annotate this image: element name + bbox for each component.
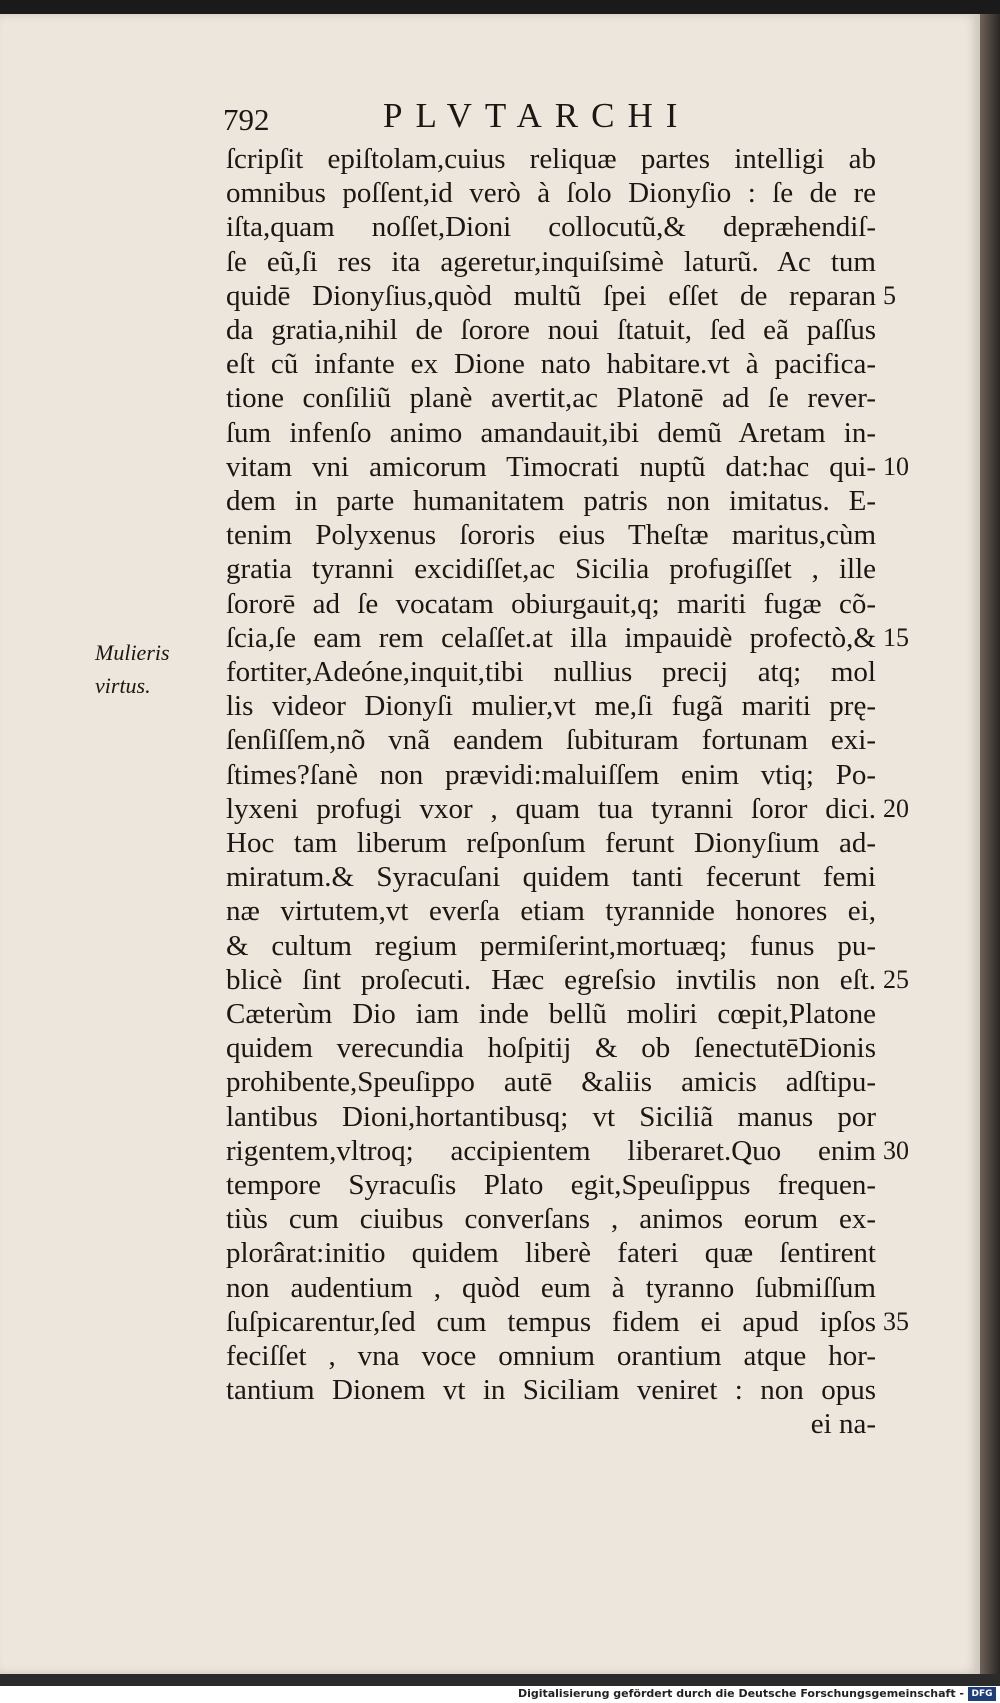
text-line: iſta,quam noſſet,Dioni collocutũ,& depræhendiſ-: [226, 211, 876, 244]
text-line: ſum infenſo animo amandauit,ibi demũ Aretam in-: [226, 416, 876, 449]
page-edge-shadow: [980, 14, 1000, 1674]
scan-bottom-border: [0, 1674, 1000, 1686]
text-line: tenim Polyxenus ſororis eius Theſtæ maritus,cùm: [226, 519, 876, 552]
text-line: feciſſet , vna voce omnium orantium atque hor-: [226, 1340, 876, 1372]
text-line: ſororē ad ſe vocatam obiurgauit,q; mariti fugæ cõ-: [226, 587, 876, 620]
text-line: rigentem,vltroq; accipientem liberaret.Quo enim: [226, 1134, 876, 1167]
text-line: ſtimes?ſanè non prævidi:maluiſſem enim vtiq; Po-: [226, 758, 876, 791]
text-line: dem in parte humanitatem patris non imitatus. E-: [226, 485, 876, 517]
text-line: næ virtutem,vt everſa etiam tyrannide honores ei,: [226, 895, 876, 928]
line-number: 15: [883, 622, 909, 652]
credit-text: Digitalisierung gefördert durch die Deutsche Forschungsgemeinschaft -: [517, 1687, 964, 1700]
text-line: ei na-: [810, 1408, 876, 1441]
credit-bar: [0, 1686, 1000, 1703]
scan-top-border: [0, 0, 1000, 14]
line-number: 5: [883, 280, 896, 310]
dfg-logo-icon: DFG: [968, 1687, 996, 1701]
text-line: omnibus poſſent,id verò à ſolo Dionyſio : ſe de re: [226, 177, 876, 210]
text-line: & cultum regium permiſerint,mortuæq; funus pu-: [226, 929, 876, 962]
text-line: lis videor Dionyſi mulier,vt me,ſi fugã mariti prę-: [226, 690, 876, 723]
line-number: 25: [883, 964, 909, 994]
body-text: [0, 14, 980, 1674]
text-line: fortiter,Adeóne,inquit,tibi nullius precij atq; mol: [226, 656, 876, 688]
margin-note-line: Mulieris: [95, 640, 170, 665]
text-line: eſt cũ infante ex Dione nato habitare.vt à pacifica-: [226, 348, 876, 381]
text-line: tiùs cum ciuibus converſans , animos eorum ex-: [226, 1203, 876, 1236]
text-line: ſuſpicarentur,ſed cum tempus fidem ei apud ipſos: [226, 1305, 876, 1338]
text-line: plorârat:initio quidem liberè fateri quæ ſentirent: [226, 1237, 876, 1270]
page-number: 792: [223, 102, 270, 137]
text-line: ſcripſit epiſtolam,cuius reliquæ partes intelligi ab: [226, 143, 876, 175]
text-line: quidem verecundia hoſpitij & ob ſenectutēDionis: [226, 1032, 876, 1065]
text-line: ſcia,ſe eam rem celaſſet.at illa impauidè profectò,&: [226, 621, 876, 654]
margin-note-line: virtus.: [95, 673, 151, 698]
text-line: ſenſiſſem,nõ vnã eandem ſubituram fortunam exi-: [226, 724, 876, 757]
book-page: [0, 14, 980, 1674]
text-line: lyxeni profugi vxor , quam tua tyranni ſoror dici.: [226, 792, 876, 825]
text-line: da gratia,nihil de ſorore noui ſtatuit, ſed eã paſſus: [226, 314, 876, 346]
text-line: blicè ſint proſecuti. Hæc egreſsio invtilis non eſt.: [226, 963, 876, 996]
text-line: vitam vni amicorum Timocrati nuptũ dat:hac qui-: [226, 450, 876, 483]
line-number: 30: [883, 1135, 909, 1165]
text-line: gratia tyranni excidiſſet,ac Sicilia profugiſſet , ille: [226, 553, 876, 586]
text-line: tempore Syracuſis Plato egit,Speuſippus frequen-: [226, 1169, 876, 1201]
text-line: lantibus Dioni,hortantibusq; vt Siciliã manus por: [226, 1100, 876, 1133]
text-line: ſe eũ,ſi res ita ageretur,inquiſsimè laturũ. Ac tum: [226, 245, 876, 278]
text-line: non audentium , quòd eum à tyranno ſubmiſſum: [226, 1271, 876, 1304]
text-line: tione conſiliũ planè avertit,ac Platonē ad ſe rever-: [226, 382, 876, 415]
text-line: Cæterùm Dio iam inde bellũ moliri cœpit,Platone: [226, 998, 876, 1030]
text-line: quidē Dionyſius,quòd multũ ſpei eſſet de reparan: [226, 279, 876, 312]
line-number: 10: [883, 451, 909, 481]
line-number: 20: [883, 793, 909, 823]
text-line: miratum.& Syracuſani quidem tanti fecerunt femi: [226, 861, 876, 894]
text-line: prohibente,Speuſippo autē &aliis amicis adſtipu-: [226, 1066, 876, 1099]
text-line: tantium Dionem vt in Siciliam veniret : non opus: [226, 1374, 876, 1407]
running-title: PLVTARCHI: [383, 96, 691, 135]
text-line: Hoc tam liberum reſponſum ferunt Dionyſium ad-: [226, 827, 876, 859]
line-number: 35: [883, 1306, 909, 1336]
